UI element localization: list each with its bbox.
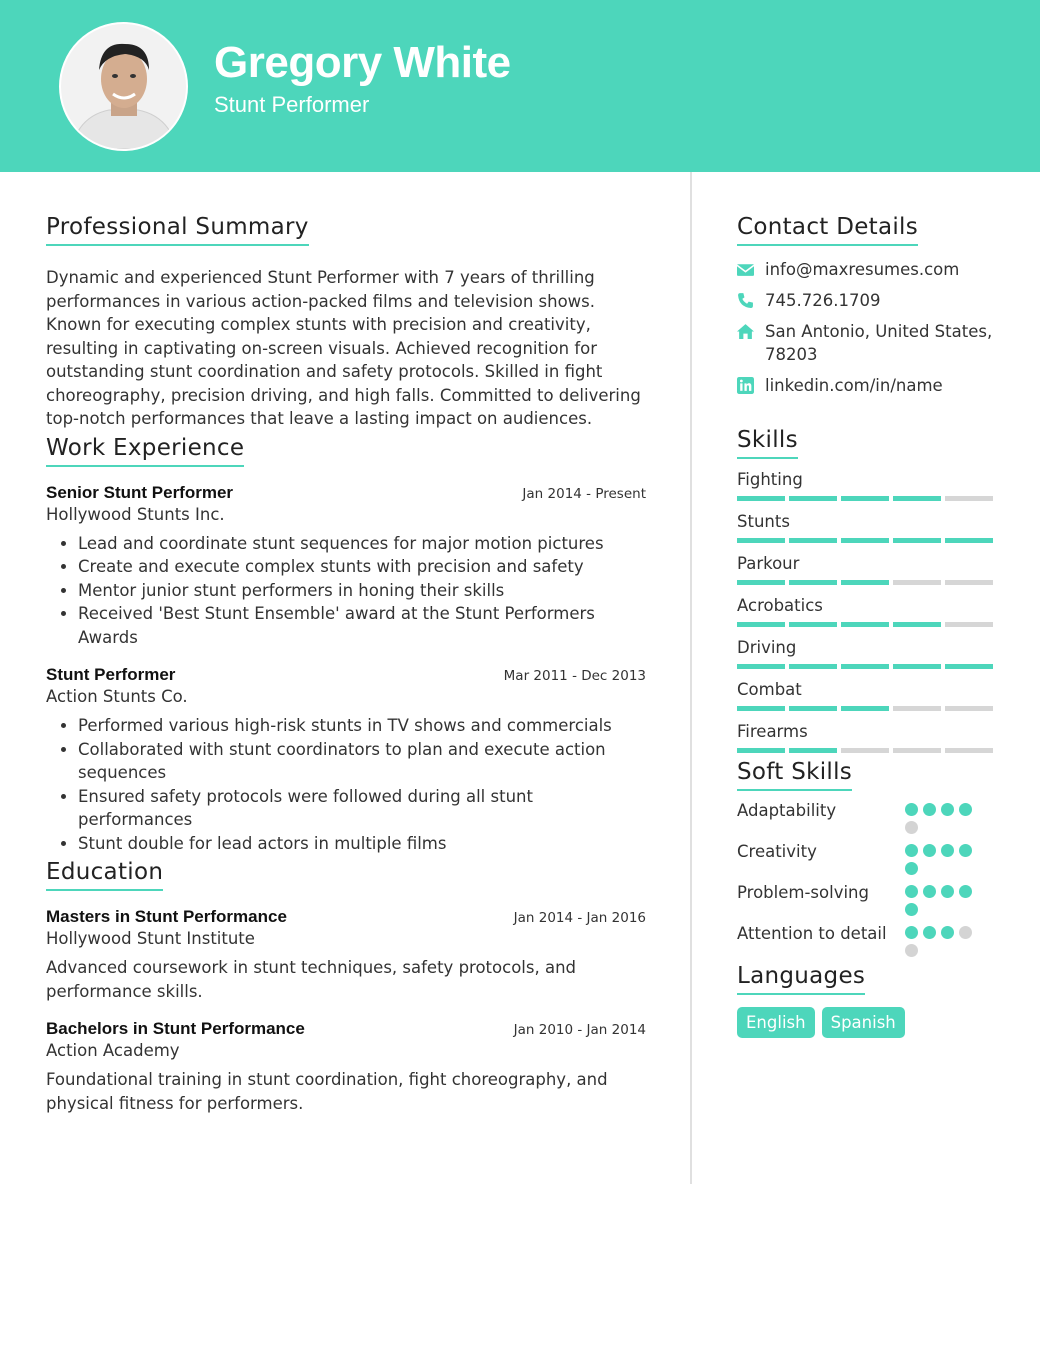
rating-dot [923, 885, 936, 898]
job-date: Jan 2014 - Present [522, 485, 646, 502]
job-bullet: • Ensured safety protocols were followed during all stunt performances [78, 785, 646, 832]
skill-level-bar [737, 496, 997, 501]
skill-level-segment [893, 706, 941, 711]
skill-name: Stunts [737, 512, 790, 531]
right-column [737, 214, 997, 1038]
skill-level-segment [945, 664, 993, 669]
skill-level-segment [841, 538, 889, 543]
skill-level-segment [737, 496, 785, 501]
candidate-role: Stunt Performer [214, 92, 370, 117]
home-icon [737, 320, 765, 343]
profile-photo [59, 22, 188, 151]
job-entry [46, 483, 646, 650]
skill-name: Fighting [737, 470, 803, 489]
contact-email[interactable] [737, 258, 997, 281]
skill-item [737, 554, 997, 585]
job-title: Senior Stunt Performer [46, 482, 234, 502]
contact-section [737, 214, 997, 397]
contact-address [737, 320, 997, 366]
education-date: Jan 2014 - Jan 2016 [513, 910, 646, 926]
soft-skill-item [737, 840, 997, 875]
contact-email-text: info@maxresumes.com [765, 260, 960, 279]
education-entry [46, 907, 646, 1003]
linkedin-icon [737, 374, 765, 397]
rating-dot [905, 903, 918, 916]
job-bullets [46, 714, 646, 855]
skill-level-segment [789, 664, 837, 669]
rating-dot [941, 803, 954, 816]
job-bullet: • Create and execute complex stunts with precision and safety [78, 555, 646, 579]
soft-skill-rating [905, 799, 980, 834]
phone-icon [737, 289, 765, 312]
skill-level-segment [737, 748, 785, 753]
school-name: Action Academy [46, 1041, 180, 1060]
contact-linkedin[interactable] [737, 374, 997, 397]
summary-section [46, 214, 646, 431]
skill-level-segment [945, 496, 993, 501]
job-date: Mar 2011 - Dec 2013 [503, 668, 646, 684]
summary-heading: Professional Summary [46, 214, 309, 246]
skill-level-segment [945, 748, 993, 753]
contact-address-text: San Antonio, United States, 78203 [765, 322, 993, 364]
column-divider [690, 172, 692, 1184]
skill-name: Combat [737, 680, 802, 699]
rating-dot [941, 885, 954, 898]
rating-dot [959, 803, 972, 816]
skill-item [737, 722, 997, 753]
rating-dot [905, 885, 918, 898]
skill-level-segment [737, 664, 785, 669]
skill-level-segment [945, 706, 993, 711]
job-bullets [46, 532, 646, 650]
rating-dot [941, 926, 954, 939]
language-tag: English [737, 1007, 815, 1038]
job-bullet: • Performed various high-risk stunts in TV shows and commercials [78, 714, 646, 738]
languages-heading: Languages [737, 963, 865, 995]
skill-level-segment [789, 706, 837, 711]
skill-level-segment [841, 664, 889, 669]
skill-level-segment [893, 622, 941, 627]
soft-skill-name: Problem-solving [737, 883, 869, 902]
education-date: Jan 2010 - Jan 2014 [513, 1022, 646, 1038]
rating-dot [959, 926, 972, 939]
skill-level-segment [893, 664, 941, 669]
work-heading: Work Experience [46, 435, 244, 467]
soft-skills-heading: Soft Skills [737, 759, 852, 791]
skill-level-segment [893, 496, 941, 501]
job-company: Hollywood Stunts Inc. [46, 504, 225, 524]
skill-level-segment [945, 538, 993, 543]
soft-skill-rating [905, 881, 980, 916]
skill-level-segment [841, 706, 889, 711]
rating-dot [905, 803, 918, 816]
left-column [46, 214, 646, 1115]
skill-item [737, 638, 997, 669]
rating-dot [905, 844, 918, 857]
candidate-name: Gregory White [214, 38, 511, 87]
skill-level-bar [737, 748, 997, 753]
contact-phone[interactable] [737, 289, 997, 312]
education-heading: Education [46, 859, 163, 891]
rating-dot [905, 821, 918, 834]
rating-dot [959, 844, 972, 857]
skill-level-segment [841, 580, 889, 585]
summary-text: Dynamic and experienced Stunt Performer with 7 years of thrilling performances in various action-packed films and television shows. Known for executing complex stunts with precision and creativity, resulting in captivating on-screen visuals. Achieved recognition for outstanding stunt coordination and safety protocols. Skilled in fight choreography, precision driving, and high falls. Committed to delivering top-notch performances that leave a lasting impact on audiences. [46, 268, 641, 428]
job-title: Stunt Performer [46, 665, 176, 684]
skill-level-bar [737, 664, 997, 669]
job-bullet: • Mentor junior stunt performers in honing their skills [78, 579, 646, 603]
skill-level-segment [893, 538, 941, 543]
skill-level-segment [893, 748, 941, 753]
skill-level-segment [789, 538, 837, 543]
skill-name: Parkour [737, 554, 800, 573]
envelope-icon [737, 258, 765, 281]
skill-name: Acrobatics [737, 596, 823, 615]
rating-dot [923, 803, 936, 816]
skill-level-segment [841, 496, 889, 501]
skill-name: Driving [737, 638, 797, 657]
job-bullet: • Collaborated with stunt coordinators to plan and execute action sequences [78, 738, 646, 785]
skill-item [737, 596, 997, 627]
degree-title: Bachelors in Stunt Performance [46, 1019, 305, 1038]
skill-item [737, 512, 997, 543]
skill-level-bar [737, 580, 997, 585]
education-description: Advanced coursework in stunt techniques, safety protocols, and performance skills. [46, 958, 576, 1001]
job-entry [46, 665, 646, 855]
job-bullet: • Received 'Best Stunt Ensemble' award at the Stunt Performers Awards [78, 602, 646, 649]
degree-title: Masters in Stunt Performance [46, 907, 287, 926]
skill-level-bar [737, 622, 997, 627]
skill-level-segment [841, 622, 889, 627]
education-description: Foundational training in stunt coordination, fight choreography, and physical fitness for performers. [46, 1070, 608, 1113]
skill-level-segment [737, 538, 785, 543]
contact-phone-text: 745.726.1709 [765, 291, 881, 310]
education-section [46, 859, 646, 1115]
rating-dot [905, 944, 918, 957]
skill-name: Firearms [737, 722, 808, 741]
skill-level-segment [789, 580, 837, 585]
rating-dot [941, 844, 954, 857]
soft-skill-item [737, 881, 997, 916]
school-name: Hollywood Stunt Institute [46, 929, 255, 948]
job-bullet: • Lead and coordinate stunt sequences for major motion pictures [78, 532, 646, 556]
skill-level-segment [945, 580, 993, 585]
job-company: Action Stunts Co. [46, 687, 188, 706]
header-banner [0, 0, 1040, 172]
soft-skill-name: Attention to detail [737, 924, 887, 943]
job-bullet: • Stunt double for lead actors in multiple films [78, 832, 646, 856]
contact-linkedin-text: linkedin.com/in/name [765, 376, 943, 395]
rating-dot [959, 885, 972, 898]
skill-level-bar [737, 538, 997, 543]
languages-section [737, 963, 997, 1038]
work-section [46, 435, 646, 856]
language-tag: Spanish [822, 1007, 905, 1038]
rating-dot [923, 926, 936, 939]
skill-level-bar [737, 706, 997, 711]
skill-level-segment [789, 748, 837, 753]
soft-skill-rating [905, 840, 980, 875]
skill-level-segment [789, 496, 837, 501]
skill-level-segment [841, 748, 889, 753]
skills-heading: Skills [737, 427, 798, 459]
soft-skill-item [737, 922, 997, 957]
skill-level-segment [737, 580, 785, 585]
rating-dot [905, 862, 918, 875]
soft-skill-name: Creativity [737, 842, 817, 861]
soft-skill-rating [905, 922, 980, 957]
skill-level-segment [945, 622, 993, 627]
soft-skill-name: Adaptability [737, 801, 837, 820]
skill-level-segment [789, 622, 837, 627]
rating-dot [905, 926, 918, 939]
education-entry [46, 1019, 646, 1115]
soft-skills-section [737, 759, 997, 957]
skill-item [737, 470, 997, 501]
skill-level-segment [737, 706, 785, 711]
soft-skill-item [737, 799, 997, 834]
skill-level-segment [893, 580, 941, 585]
skills-section [737, 427, 997, 753]
skill-level-segment [737, 622, 785, 627]
skill-item [737, 680, 997, 711]
rating-dot [923, 844, 936, 857]
contact-heading: Contact Details [737, 214, 918, 246]
